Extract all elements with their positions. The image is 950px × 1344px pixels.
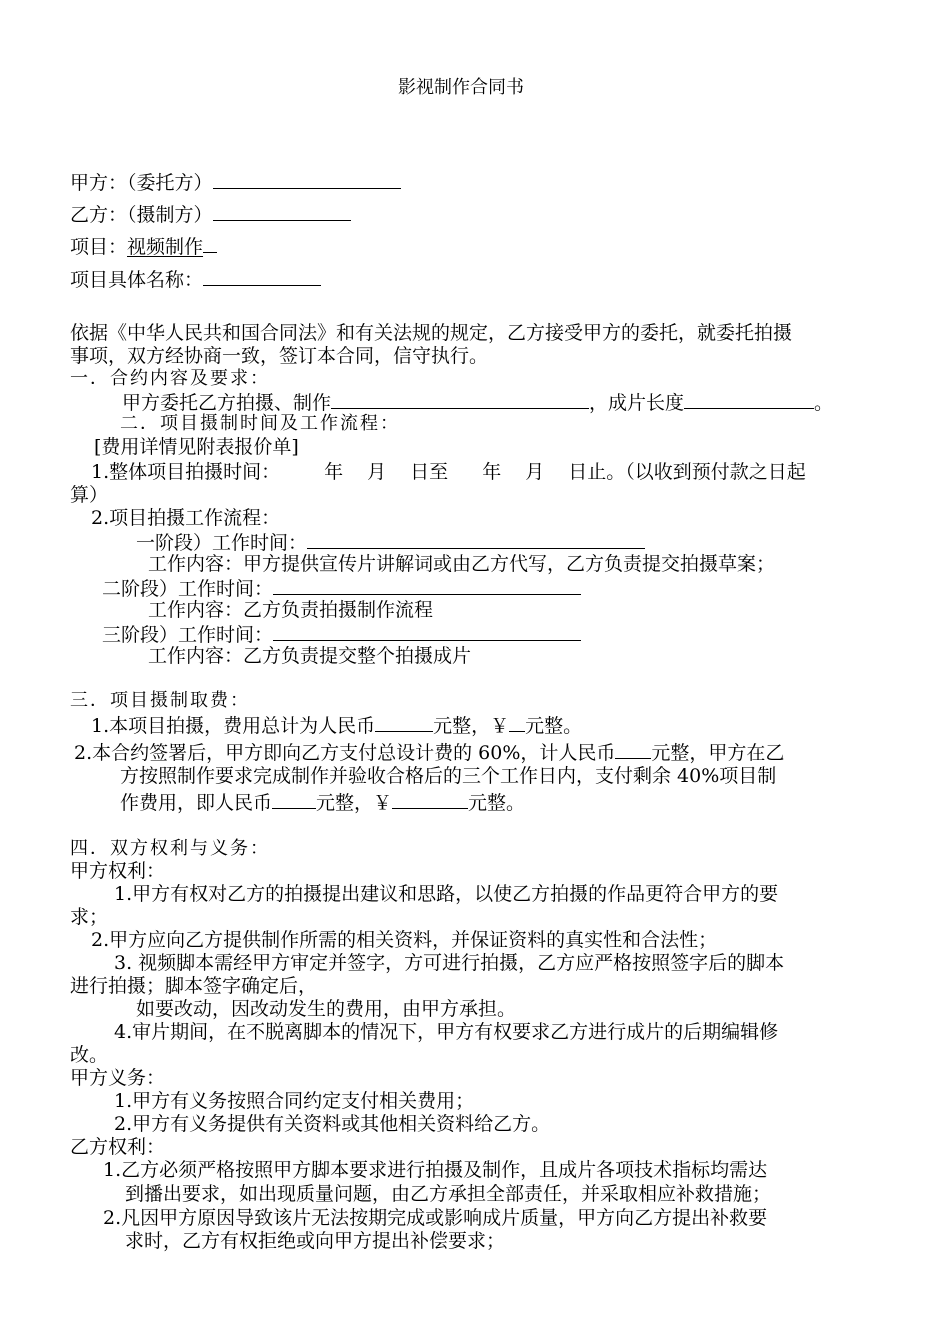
party-a-duty-2: 2.甲方有义务提供有关资料或其他相关资料给乙方。	[114, 1113, 551, 1135]
project-name-label: 项目具体名称：	[70, 269, 204, 291]
project-name-blank	[203, 267, 321, 286]
year-1: 年	[324, 461, 344, 483]
section-1-heading: 一．合约内容及要求：	[70, 368, 270, 389]
stage-3-time-label: 三阶段）工作时间：	[102, 624, 274, 646]
workflow-heading: 2.项目拍摄工作流程：	[91, 507, 281, 529]
fee-balance-text-b: 元整，￥	[316, 792, 393, 814]
section-3-heading: 三．项目摄制取费：	[70, 690, 250, 711]
length-blank	[684, 390, 814, 409]
stage-2-time-blank	[273, 576, 581, 595]
intro-line-2: 事项，双方经协商一致，签订本合同，信守执行。	[70, 345, 489, 367]
party-a-duty-1: 1.甲方有义务按照合同约定支付相关费用；	[114, 1090, 475, 1112]
stage-3-time	[102, 622, 581, 646]
year-2: 年	[482, 461, 502, 483]
party-a-duties-heading: 甲方义务：	[70, 1067, 166, 1089]
stage-2-time	[102, 576, 581, 600]
month-2: 月	[525, 461, 545, 483]
party-b-right-2-line-1: 2.凡因甲方原因导致该片无法按期完成或影响成片质量，甲方向乙方提出补救要	[103, 1207, 768, 1229]
stage-1-time-blank	[307, 530, 645, 549]
party-a-right-4-line-1: 4.审片期间，在不脱离脚本的情况下，甲方有权要求乙方进行成片的后期编辑修	[114, 1021, 779, 1043]
party-a-right-2: 2.甲方应向乙方提供制作所需的相关资料，并保证资料的真实性和合法性；	[91, 929, 718, 951]
party-b-right-2-line-2: 求时，乙方有权拒绝或向甲方提出补偿要求；	[125, 1230, 506, 1252]
fee-balance-text: 作费用，即人民币	[120, 792, 273, 814]
section-1-line	[122, 390, 833, 414]
fee-advance-blank	[615, 740, 651, 759]
fee-balance-line	[120, 790, 525, 814]
section-1-text-b: ，成片长度	[589, 392, 685, 414]
fee-total-yen-blank	[509, 713, 525, 732]
day-2: 日止。（以收到预付款之日起	[568, 461, 806, 483]
section-1-text-a: 甲方委托乙方拍摄、制作	[122, 392, 332, 414]
party-a-right-3-line-3: 如要改动，因改动发生的费用，由甲方承担。	[136, 998, 517, 1020]
party-b-rights-heading: 乙方权利：	[70, 1136, 166, 1158]
project-name-line	[70, 267, 321, 291]
fee-total-text: 1.本项目拍摄，费用总计为人民币	[91, 715, 376, 737]
fee-balance-rmb-blank	[272, 790, 316, 809]
party-a-line	[70, 170, 401, 194]
party-b-right-1-line-1: 1.乙方必须严格按照甲方脚本要求进行拍摄及制作，且成片各项技术指标均需达	[103, 1159, 768, 1181]
schedule-continuation: 算）	[70, 484, 109, 506]
party-b-label: 乙方：（摄制方）	[70, 204, 213, 226]
party-b-line	[70, 202, 351, 226]
stage-2-content: 工作内容：乙方负责拍摄制作流程	[148, 599, 434, 621]
project-line	[70, 234, 217, 258]
schedule-label: 1.整体项目拍摄时间：	[91, 461, 281, 483]
price-note: [费用详情见附表报价单]	[94, 436, 299, 458]
party-a-right-1-line-2: 求；	[70, 906, 109, 928]
party-a-right-3-line-1: 3. 视频脚本需经甲方审定并签字，方可进行拍摄，乙方应严格按照签字后的脚本	[114, 952, 785, 974]
fee-total-rmb-blank	[375, 713, 433, 732]
fee-balance-yen-blank	[392, 790, 468, 809]
stage-1-content: 工作内容：甲方提供宣传片讲解词或由乙方代写，乙方负责提交拍摄草案；	[148, 553, 776, 575]
month-1: 月	[367, 461, 387, 483]
fee-advance-line-2: 方按照制作要求完成制作并验收合格后的三个工作日内，支付剩余 40%项目制	[120, 765, 777, 787]
party-a-rights-heading: 甲方权利：	[70, 860, 166, 882]
schedule-line	[91, 461, 806, 483]
section-4-heading: 四．双方权利与义务：	[70, 838, 270, 859]
day-1: 日至	[410, 461, 449, 483]
intro-line-1: 依据《中华人民共和国合同法》和有关法规的规定，乙方接受甲方的委托，就委托拍摄	[70, 322, 793, 344]
party-b-right-1-line-2: 到播出要求，如出现质量问题，由乙方承担全部责任，并采取相应补救措施；	[125, 1183, 772, 1205]
stage-1-time	[136, 530, 645, 554]
fee-total-line	[91, 713, 582, 737]
stage-3-time-blank	[273, 622, 581, 641]
fee-total-text-b: 元整，￥	[433, 715, 510, 737]
fee-advance-text-b: 元整，甲方在乙	[651, 742, 785, 764]
party-a-label: 甲方：（委托方）	[70, 172, 213, 194]
fee-total-text-c: 元整。	[525, 715, 583, 737]
project-blank	[203, 234, 217, 253]
party-b-blank	[213, 202, 351, 221]
project-label: 项目：	[70, 236, 128, 258]
party-a-right-1-line-1: 1.甲方有权对乙方的拍摄提出建议和思路，以使乙方拍摄的作品更符合甲方的要	[114, 883, 779, 905]
party-a-blank	[213, 170, 401, 189]
fee-advance-line	[74, 740, 784, 764]
stage-2-time-label: 二阶段）工作时间：	[102, 578, 274, 600]
content-blank	[331, 390, 589, 409]
stage-3-content: 工作内容：乙方负责提交整个拍摄成片	[148, 645, 472, 667]
party-a-right-3-line-2: 进行拍摄；脚本签字确定后，	[70, 975, 318, 997]
fee-advance-text: 2.本合约签署后，甲方即向乙方支付总设计费的 60%，计人民币	[74, 742, 616, 764]
fee-balance-text-c: 元整。	[468, 792, 526, 814]
document-title: 影视制作合同书	[398, 77, 524, 98]
section-2-heading: 二．项目摄制时间及工作流程：	[120, 413, 400, 434]
project-value: 视频制作	[127, 236, 204, 258]
stage-1-time-label: 一阶段）工作时间：	[136, 532, 308, 554]
section-1-text-c: 。	[814, 392, 834, 414]
party-a-right-4-line-2: 改。	[70, 1044, 109, 1066]
